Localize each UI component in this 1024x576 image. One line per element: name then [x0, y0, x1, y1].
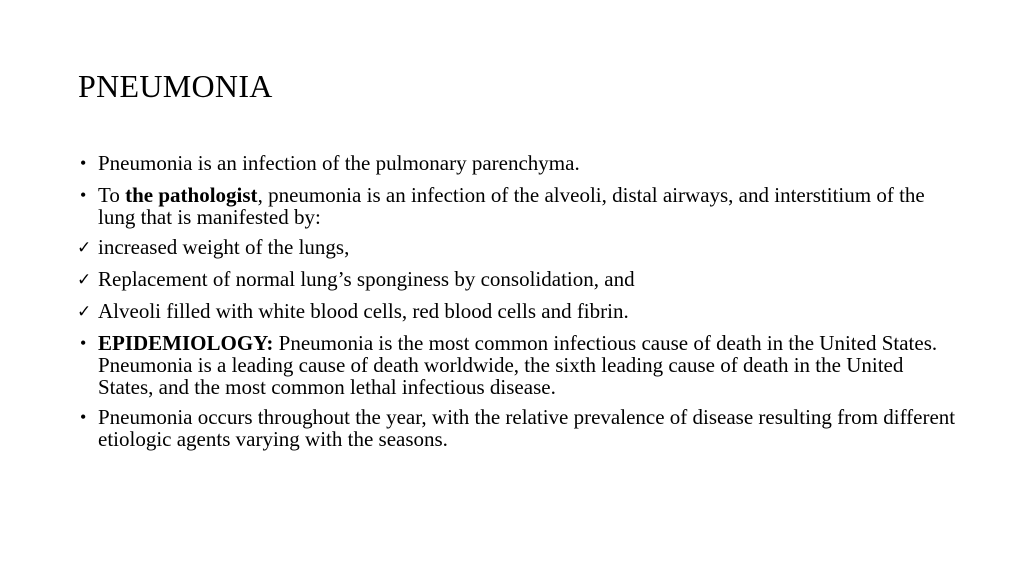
bullet-emphasis: EPIDEMIOLOGY:	[98, 331, 274, 355]
check-text: Replacement of normal lung’s sponginess by consolidation, and	[98, 267, 635, 291]
bullet-list	[78, 152, 958, 460]
bullet-icon: •	[80, 185, 87, 205]
bullet-icon: •	[80, 153, 87, 173]
bullet-emphasis: the pathologist	[125, 183, 258, 207]
check-text: Alveoli filled with white blood cells, red blood cells and fibrin.	[98, 299, 629, 323]
bullet-text: , pneumonia is an infection of the alveoli, distal airways, and interstitium of the lung that is manifested by:	[98, 183, 925, 229]
check-text: increased weight of the lungs,	[98, 235, 350, 259]
checkmark-icon: ✓	[77, 302, 92, 322]
slide-title: PNEUMONIA	[78, 68, 273, 104]
bullet-text: Pneumonia is the most common infectious cause of death in the United States. Pneumonia is a leading cause of death worldwide, the sixth leading cause of death in the United States, and the most common lethal infectious disease.	[98, 331, 938, 399]
bullet-text: Pneumonia is an infection of the pulmonary parenchyma.	[98, 151, 580, 175]
bullet-icon: •	[80, 333, 87, 353]
bullet-item-pathologist	[78, 184, 958, 228]
bullet-item-epidemiology	[78, 332, 958, 398]
bullet-prefix: To	[98, 183, 126, 207]
checkmark-icon: ✓	[77, 238, 92, 258]
bullet-icon: •	[80, 407, 87, 427]
checkmark-icon: ✓	[77, 270, 92, 290]
bullet-item-definition	[78, 152, 958, 174]
check-item-weight	[78, 236, 958, 258]
bullet-item-seasonality	[78, 406, 958, 450]
check-item-consolidation	[78, 268, 958, 290]
bullet-text: Pneumonia occurs throughout the year, with the relative prevalence of disease resulting from different etiologic agents varying with the seasons.	[98, 405, 956, 451]
check-item-alveoli	[78, 300, 958, 322]
